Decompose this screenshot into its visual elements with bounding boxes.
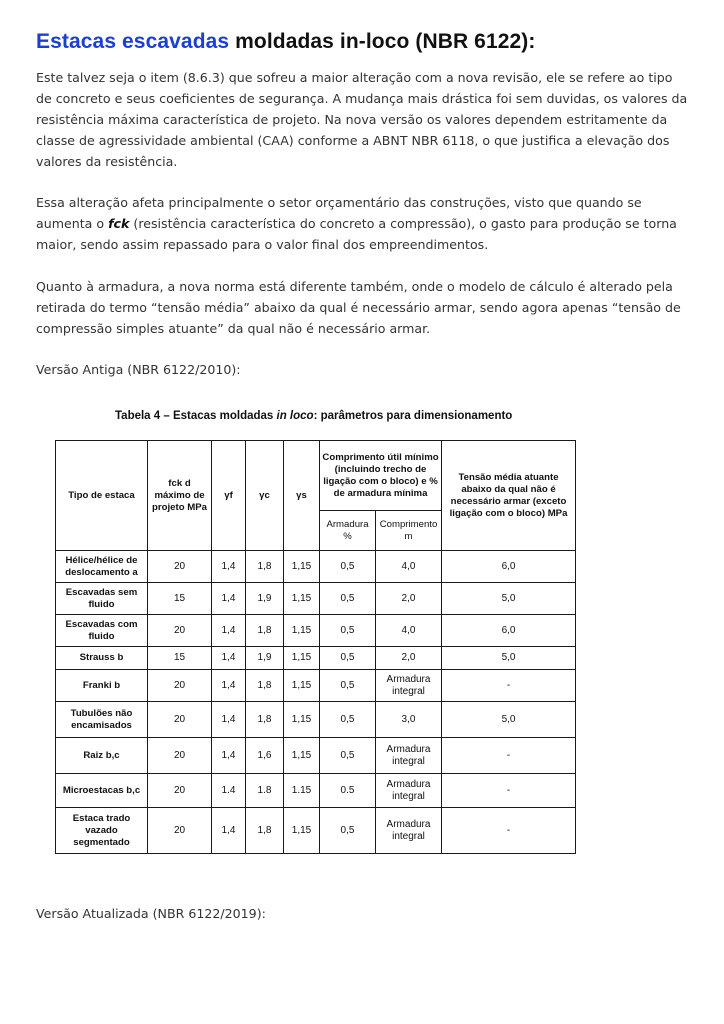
paragraph-3: Quanto à armadura, a nova norma está diferente também, onde o modelo de cálculo é alterado pela retirada do termo “tensão média” abaixo da qual é necessário armar, sendo agora apenas “tensão de compressão simples atuante” da qual não é necessário armar. — [36, 279, 681, 336]
cell-gamma-f: 1.4 — [212, 774, 246, 808]
cell-fck: 20 — [148, 702, 212, 738]
caption-old-version: Versão Antiga (NBR 6122/2010): — [36, 362, 241, 377]
cell-armadura: 0,5 — [320, 647, 376, 670]
cell-gamma-c: 1,8 — [246, 808, 284, 854]
cell-tensao: 5,0 — [442, 702, 576, 738]
cell-gamma-c: 1,9 — [246, 647, 284, 670]
cell-armadura: 0,5 — [320, 702, 376, 738]
cell-tipo: Tubulões não encamisados — [56, 702, 148, 738]
table-row — [56, 615, 576, 647]
cell-gamma-f: 1,4 — [212, 615, 246, 647]
header-comprimento: Comprimento m — [376, 511, 442, 551]
fck-term: fck — [108, 216, 130, 231]
cell-comprimento: 3,0 — [376, 702, 442, 738]
table-row — [56, 808, 576, 854]
table-row — [56, 702, 576, 738]
paragraph-2 — [36, 192, 688, 255]
cell-armadura: 0,5 — [320, 615, 376, 647]
cell-fck: 15 — [148, 647, 212, 670]
cell-tipo: Escavadas sem fluido — [56, 583, 148, 615]
cell-gamma-c: 1,9 — [246, 583, 284, 615]
cell-gamma-f: 1,4 — [212, 738, 246, 774]
cell-tipo: Franki b — [56, 670, 148, 702]
cell-gamma-f: 1,4 — [212, 551, 246, 583]
cell-gamma-s: 1.15 — [284, 774, 320, 808]
table-row — [56, 551, 576, 583]
cell-comprimento: Armadura integral — [376, 808, 442, 854]
cell-fck: 20 — [148, 738, 212, 774]
paragraph-2-end: (resistência característica do concreto a compressão), o gasto para produção se torna maior, sendo assim repassado para o valor final dos empreendimentos. — [36, 216, 677, 252]
table-caption-suffix: : parâmetros para dimensionamento — [313, 410, 513, 422]
parameters-table — [55, 440, 576, 854]
table-row — [56, 583, 576, 615]
cell-armadura: 0,5 — [320, 670, 376, 702]
cell-gamma-s: 1,15 — [284, 615, 320, 647]
table-row — [56, 774, 576, 808]
cell-armadura: 0,5 — [320, 808, 376, 854]
cell-fck: 20 — [148, 808, 212, 854]
cell-gamma-s: 1,15 — [284, 738, 320, 774]
cell-gamma-c: 1,8 — [246, 551, 284, 583]
table-row — [56, 647, 576, 670]
table-row — [56, 738, 576, 774]
cell-gamma-s: 1,15 — [284, 808, 320, 854]
cell-gamma-s: 1,15 — [284, 551, 320, 583]
cell-tensao: - — [442, 774, 576, 808]
cell-gamma-s: 1,15 — [284, 583, 320, 615]
cell-armadura: 0,5 — [320, 738, 376, 774]
paragraph-2-start: Essa alteração afeta principalmente o setor orçamentário das construções, visto que quando se aumenta o — [36, 195, 642, 231]
cell-comprimento: Armadura integral — [376, 774, 442, 808]
cell-tensao: 5,0 — [442, 583, 576, 615]
cell-fck: 15 — [148, 583, 212, 615]
cell-armadura: 0,5 — [320, 583, 376, 615]
header-armadura: Armadura % — [320, 511, 376, 551]
cell-gamma-f: 1,4 — [212, 583, 246, 615]
header-tensao: Tensão média atuante abaixo da qual não é necessário armar (exceto ligação com o bloco) MPa — [442, 441, 576, 551]
cell-tensao: - — [442, 670, 576, 702]
cell-gamma-s: 1,15 — [284, 647, 320, 670]
title-highlight: Estacas escavadas — [36, 30, 230, 53]
cell-comprimento: 4,0 — [376, 615, 442, 647]
header-gamma-f: γf — [212, 441, 246, 551]
cell-gamma-c: 1,8 — [246, 615, 284, 647]
cell-tipo: Microestacas b,c — [56, 774, 148, 808]
cell-comprimento: 4,0 — [376, 551, 442, 583]
cell-gamma-c: 1,6 — [246, 738, 284, 774]
table-caption-prefix: Tabela 4 – Estacas moldadas — [115, 410, 277, 422]
page-title — [36, 30, 536, 54]
cell-tensao: 6,0 — [442, 615, 576, 647]
caption-new-version: Versão Atualizada (NBR 6122/2019): — [36, 906, 266, 921]
cell-gamma-s: 1,15 — [284, 702, 320, 738]
cell-tipo: Hélice/hélice de deslocamento a — [56, 551, 148, 583]
cell-gamma-c: 1,8 — [246, 670, 284, 702]
cell-gamma-f: 1,4 — [212, 647, 246, 670]
cell-comprimento: Armadura integral — [376, 738, 442, 774]
table-caption-italic: in loco — [276, 410, 314, 422]
header-tipo: Tipo de estaca — [56, 441, 148, 551]
cell-armadura: 0,5 — [320, 551, 376, 583]
cell-tipo: Estaca trado vazado segmentado — [56, 808, 148, 854]
cell-gamma-f: 1,4 — [212, 808, 246, 854]
cell-fck: 20 — [148, 774, 212, 808]
cell-armadura: 0.5 — [320, 774, 376, 808]
cell-tensao: 6,0 — [442, 551, 576, 583]
cell-gamma-c: 1,8 — [246, 702, 284, 738]
header-comprimento-group: Comprimento útil mínimo (incluindo trecho de ligação com o bloco) e % de armadura mínima — [320, 441, 442, 511]
cell-comprimento: 2,0 — [376, 647, 442, 670]
cell-gamma-f: 1,4 — [212, 702, 246, 738]
cell-fck: 20 — [148, 670, 212, 702]
cell-tipo: Raiz b,c — [56, 738, 148, 774]
paragraph-1: Este talvez seja o item (8.6.3) que sofreu a maior alteração com a nova revisão, ele se refere ao tipo de concreto e seus coeficientes de segurança. A mudança mais drástica foi sem duvidas, os valores da resistência máxima característica de projeto. Na nova versão os valores dependem estritamente da classe de agressividade ambiental (CAA) conforme a ABNT NBR 6118, o que justifica a elevação dos valores da resistência. — [36, 70, 688, 169]
cell-comprimento: Armadura integral — [376, 670, 442, 702]
cell-tensao: - — [442, 738, 576, 774]
scanned-table-image — [55, 404, 579, 874]
cell-gamma-s: 1,15 — [284, 670, 320, 702]
cell-fck: 20 — [148, 551, 212, 583]
cell-tipo: Escavadas com fluido — [56, 615, 148, 647]
header-gamma-s: γs — [284, 441, 320, 551]
cell-gamma-f: 1,4 — [212, 670, 246, 702]
cell-tensao: - — [442, 808, 576, 854]
title-rest: moldadas in-loco (NBR 6122): — [229, 30, 536, 53]
cell-tipo: Strauss b — [56, 647, 148, 670]
header-fck: fck d máximo de projeto MPa — [148, 441, 212, 551]
table-caption — [115, 410, 512, 422]
cell-comprimento: 2,0 — [376, 583, 442, 615]
cell-fck: 20 — [148, 615, 212, 647]
table-row — [56, 670, 576, 702]
header-gamma-c: γc — [246, 441, 284, 551]
cell-gamma-c: 1.8 — [246, 774, 284, 808]
cell-tensao: 5,0 — [442, 647, 576, 670]
